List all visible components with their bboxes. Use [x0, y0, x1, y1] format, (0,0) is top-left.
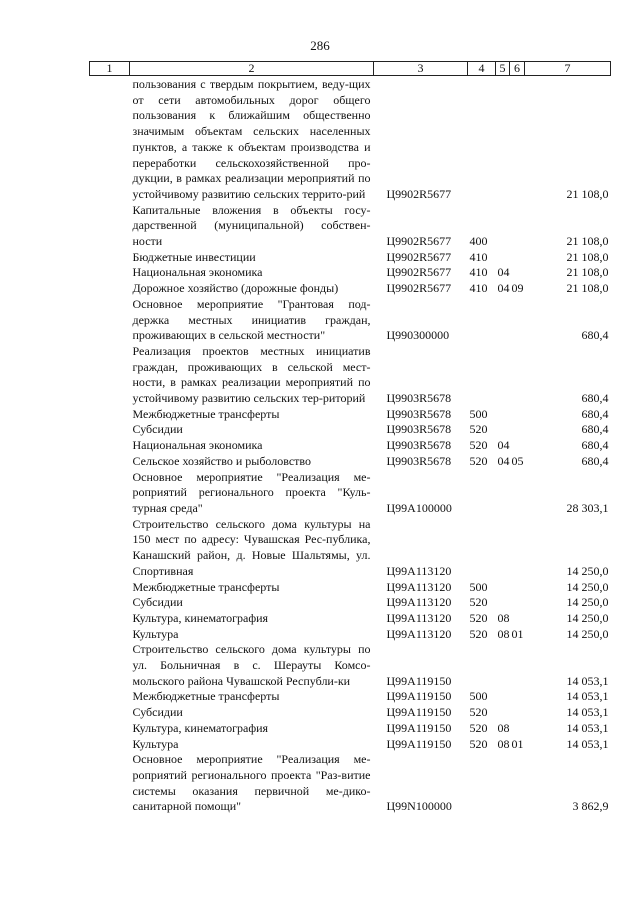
row-pr: 09: [511, 281, 524, 296]
row-pr: [510, 689, 525, 705]
table-row: [90, 281, 611, 297]
row-rz: [496, 422, 510, 438]
table-row: [90, 689, 611, 705]
row-index-cell: [90, 76, 130, 203]
row-index-cell: [90, 407, 130, 423]
row-code: Ц9903R5678: [386, 406, 452, 421]
row-pr: [510, 344, 525, 407]
row-index-cell: [90, 705, 130, 721]
row-vr: 400: [469, 234, 488, 249]
table-header: [90, 62, 611, 76]
row-vr: [468, 344, 496, 407]
row-vr: 410: [469, 249, 488, 264]
row-pr: [510, 580, 525, 596]
row-index-cell: [90, 297, 130, 344]
table-row: [90, 250, 611, 266]
row-code: Ц99A100000: [386, 500, 452, 515]
row-vr: 520: [469, 720, 488, 735]
row-name: Национальная экономика: [132, 438, 263, 453]
row-rz: 08: [497, 610, 510, 625]
row-vr: 520: [469, 438, 488, 453]
row-index-cell: [90, 470, 130, 517]
row-pr: [510, 752, 525, 815]
row-vr: [468, 517, 496, 580]
row-index-cell: [90, 721, 130, 737]
row-rz: [496, 642, 510, 689]
row-vr: 520: [469, 610, 488, 625]
row-name: Субсидии: [132, 422, 183, 437]
row-rz: [496, 203, 510, 250]
table-row: [90, 454, 611, 470]
row-code: Ц9903R5678: [386, 453, 452, 468]
row-amount: 14 053,1: [566, 720, 609, 735]
row-rz: 08: [497, 626, 510, 641]
table-row: [90, 737, 611, 753]
row-name: Основное мероприятие "Реализация ме-роприятий регионального проекта "Раз-витие системы оказания первичной ме-дико-санитарной помощи": [132, 752, 371, 814]
row-rz: 08: [497, 720, 510, 735]
row-vr: 520: [469, 705, 488, 720]
row-name: Дорожное хозяйство (дорожные фонды): [132, 281, 339, 296]
row-pr: [510, 250, 525, 266]
row-name: Строительство сельского дома культуры на 150 мест по адресу: Чувашская Рес-публика, Канашский район, д. Новые Шальтямы, ул. Спортивная: [132, 516, 371, 578]
row-index-cell: [90, 203, 130, 250]
row-name: Основное мероприятие "Реализация ме-роприятий регионального проекта "Куль-турная среда": [132, 469, 371, 515]
row-rz: [496, 580, 510, 596]
row-amount: 21 108,0: [566, 265, 609, 280]
row-vr: 500: [469, 406, 488, 421]
row-pr: [510, 297, 525, 344]
row-rz: [496, 470, 510, 517]
row-rz: [496, 407, 510, 423]
row-code: Ц9903R5678: [386, 422, 452, 437]
row-index-cell: [90, 454, 130, 470]
row-code: Ц99A119150: [386, 720, 452, 735]
row-amount: 14 250,0: [566, 563, 609, 578]
row-vr: [468, 642, 496, 689]
row-name: Межбюджетные трансферты: [132, 579, 280, 594]
row-vr: 520: [469, 626, 488, 641]
table-row: [90, 297, 611, 344]
row-rz: [496, 752, 510, 815]
row-name: Национальная экономика: [132, 265, 263, 280]
row-rz: 04: [497, 265, 510, 280]
row-amount: 14 053,1: [566, 689, 609, 704]
header-row: [90, 62, 611, 76]
row-amount: 680,4: [581, 391, 609, 406]
row-amount: 680,4: [581, 453, 609, 468]
row-index-cell: [90, 689, 130, 705]
row-code: Ц99A113120: [386, 579, 452, 594]
row-name: Сельское хозяйство и рыболовство: [132, 453, 312, 468]
row-amount: 21 108,0: [566, 234, 609, 249]
row-amount: 3 862,9: [572, 799, 609, 814]
row-code: Ц9902R5677: [386, 281, 452, 296]
row-amount: 14 053,1: [566, 673, 609, 688]
table-row: [90, 76, 611, 203]
row-vr: 520: [469, 595, 488, 610]
row-pr: [510, 76, 525, 203]
table-body: [90, 76, 611, 816]
row-index-cell: [90, 422, 130, 438]
row-vr: [468, 297, 496, 344]
row-pr: [510, 611, 525, 627]
header-cell-3: 3: [374, 62, 468, 76]
row-rz: [496, 76, 510, 203]
row-index-cell: [90, 517, 130, 580]
row-rz: 04: [497, 438, 510, 453]
row-name: Капитальные вложения в объекты госу-дарственной (муниципальной) собствен-ности: [132, 202, 371, 249]
row-code: Ц9902R5677: [386, 186, 452, 201]
row-name: Межбюджетные трансферты: [132, 406, 280, 421]
row-amount: 680,4: [581, 406, 609, 421]
row-name: Строительство сельского дома культуры по ул. Больничная в с. Шерауты Комсо-мольского района Чувашской Республи-ки: [132, 642, 371, 688]
row-amount: 680,4: [581, 328, 609, 343]
row-amount: 21 108,0: [566, 249, 609, 264]
row-index-cell: [90, 642, 130, 689]
row-index-cell: [90, 752, 130, 815]
table-row: [90, 580, 611, 596]
row-pr: [510, 438, 525, 454]
table-row: [90, 407, 611, 423]
row-index-cell: [90, 265, 130, 281]
row-vr: 520: [469, 422, 488, 437]
row-name: Субсидии: [132, 595, 183, 610]
row-pr: [510, 642, 525, 689]
row-rz: [496, 297, 510, 344]
row-vr: 520: [469, 736, 488, 751]
row-code: Ц99A113120: [386, 610, 452, 625]
row-rz: 08: [497, 736, 510, 751]
row-amount: 14 053,1: [566, 736, 609, 751]
row-index-cell: [90, 281, 130, 297]
row-rz: [496, 705, 510, 721]
row-name: Культура: [132, 626, 179, 641]
row-amount: 680,4: [581, 422, 609, 437]
table-row: [90, 517, 611, 580]
table-row: [90, 595, 611, 611]
row-code: Ц9902R5677: [386, 249, 452, 264]
header-cell-2: 2: [130, 62, 374, 76]
row-code: Ц9903R5678: [386, 438, 452, 453]
row-amount: 14 250,0: [566, 626, 609, 641]
row-rz: [496, 595, 510, 611]
page-number: 286: [310, 38, 330, 53]
row-code: Ц9902R5677: [386, 265, 452, 280]
row-vr: [468, 76, 496, 203]
row-code: Ц99A113120: [386, 563, 452, 578]
row-vr: 410: [469, 281, 488, 296]
row-vr: 500: [469, 579, 488, 594]
row-index-cell: [90, 627, 130, 643]
row-vr: 520: [469, 453, 488, 468]
row-amount: 28 303,1: [566, 500, 609, 515]
row-code: Ц9902R5677: [386, 234, 452, 249]
row-pr: [510, 422, 525, 438]
row-name: Бюджетные инвестиции: [132, 249, 256, 264]
row-code: Ц99N100000: [386, 799, 452, 814]
row-code: Ц99A119150: [386, 705, 452, 720]
row-amount: 14 053,1: [566, 705, 609, 720]
row-rz: [496, 250, 510, 266]
table-row: [90, 611, 611, 627]
table-row: [90, 438, 611, 454]
row-code: Ц99A119150: [386, 689, 452, 704]
row-index-cell: [90, 438, 130, 454]
header-cell-7: 7: [525, 62, 611, 76]
header-cell-5: 5: [496, 62, 510, 76]
row-code: Ц990300000: [386, 328, 450, 343]
row-pr: [510, 407, 525, 423]
row-amount: 21 108,0: [566, 186, 609, 201]
row-index-cell: [90, 737, 130, 753]
row-amount: 680,4: [581, 438, 609, 453]
row-pr: [510, 203, 525, 250]
row-pr: 01: [511, 736, 524, 751]
row-index-cell: [90, 250, 130, 266]
table-row: [90, 721, 611, 737]
row-pr: [510, 595, 525, 611]
budget-table: [89, 61, 611, 815]
row-rz: [496, 344, 510, 407]
row-pr: [510, 721, 525, 737]
table-row: [90, 752, 611, 815]
row-pr: [510, 265, 525, 281]
row-name: Культура, кинематография: [132, 610, 269, 625]
row-pr: [510, 517, 525, 580]
table-row: [90, 642, 611, 689]
row-index-cell: [90, 580, 130, 596]
row-rz: [496, 517, 510, 580]
row-amount: 21 108,0: [566, 281, 609, 296]
row-name: Межбюджетные трансферты: [132, 689, 280, 704]
row-code: Ц99A119150: [386, 673, 452, 688]
table-row: [90, 203, 611, 250]
row-pr: [510, 470, 525, 517]
row-amount: 14 250,0: [566, 610, 609, 625]
table-row: [90, 627, 611, 643]
row-vr: [468, 470, 496, 517]
row-rz: 04: [497, 281, 510, 296]
row-amount: 14 250,0: [566, 595, 609, 610]
row-name: Культура: [132, 736, 179, 751]
row-vr: [468, 752, 496, 815]
header-cell-6: 6: [510, 62, 525, 76]
header-cell-4: 4: [468, 62, 496, 76]
row-name: Реализация проектов местных инициатив граждан, проживающих в сельской мест-ности, в рамках реализации мероприятий по устойчивому развитию сельских тер-риторий: [132, 343, 371, 406]
row-pr: [510, 705, 525, 721]
row-code: Ц99A113120: [386, 595, 452, 610]
row-index-cell: [90, 595, 130, 611]
row-name: Основное мероприятие "Грантовая под-держка местных инициатив граждан, проживающих в сельской местности": [132, 296, 371, 343]
row-code: Ц99A119150: [386, 736, 452, 751]
row-code: Ц9903R5678: [386, 391, 452, 406]
row-rz: 04: [497, 453, 510, 468]
row-rz: [496, 689, 510, 705]
row-name: Субсидии: [132, 705, 183, 720]
row-pr: 01: [511, 626, 524, 641]
table-row: [90, 705, 611, 721]
row-index-cell: [90, 611, 130, 627]
row-vr: 410: [469, 265, 488, 280]
table-row: [90, 265, 611, 281]
table-row: [90, 470, 611, 517]
header-cell-1: 1: [90, 62, 130, 76]
row-amount: 14 250,0: [566, 579, 609, 594]
row-name: Культура, кинематография: [132, 720, 269, 735]
row-pr: 05: [511, 453, 524, 468]
row-name: пользования с твердым покрытием, веду-щих от сети автомобильных дорог общего пользования к ближайшим общественно значимым объектам сельских населенных пунктов, а также к объектам производства и переработки сельскохозяйственной про-дукции, в рамках реализации мероприятий по устойчивому развитию сельских террито-рий: [132, 77, 371, 201]
table-row: [90, 422, 611, 438]
row-vr: 500: [469, 689, 488, 704]
table-row: [90, 344, 611, 407]
row-code: Ц99A113120: [386, 626, 452, 641]
row-index-cell: [90, 344, 130, 407]
